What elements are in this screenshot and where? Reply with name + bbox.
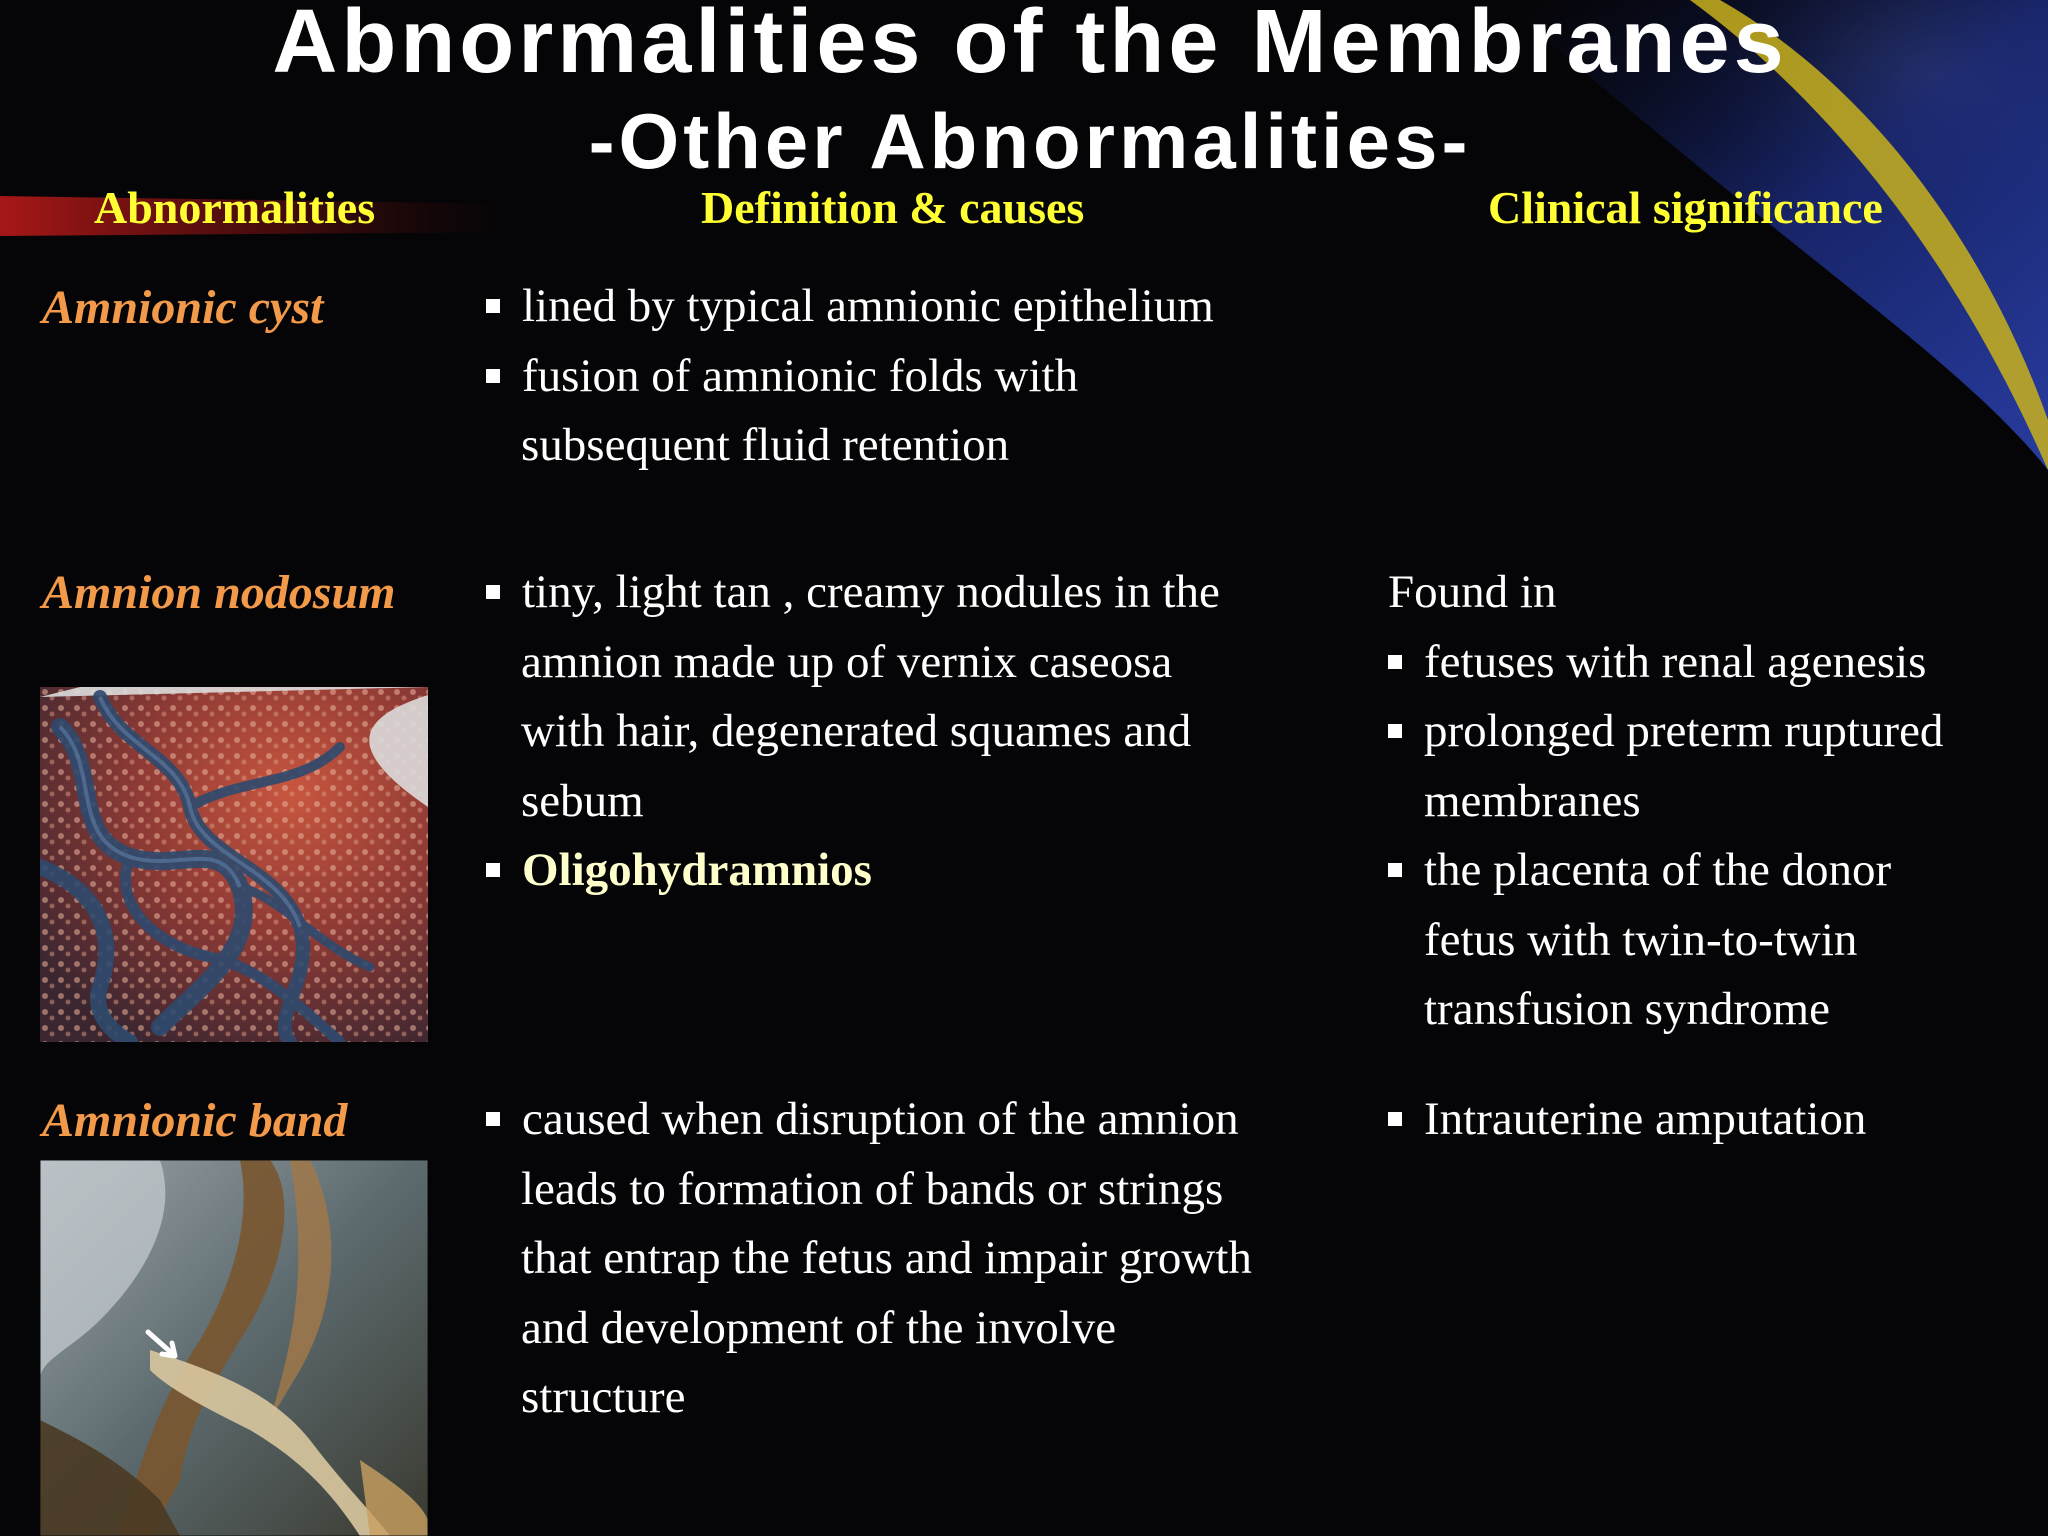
- list-item-continuation: and development of the involve: [521, 1301, 1117, 1354]
- list-item-continuation: structure: [521, 1371, 686, 1423]
- list-item-continuation: membranes: [1424, 774, 1641, 827]
- list-item: Intrauterine amputation: [1388, 1085, 1866, 1155]
- list-item: the placenta of the donor: [1388, 836, 1943, 906]
- list-item-continuation: that entrap the fetus and impair growth: [521, 1232, 1252, 1284]
- clinical-nodosum: [1388, 558, 1943, 1045]
- list-item-continuation: leads to formation of bands or strings: [521, 1162, 1224, 1215]
- header-abnormalities: Abnormalities: [94, 182, 376, 233]
- definition-cyst: [486, 272, 1214, 481]
- list-item-continuation: fetus with twin-to-twin: [1424, 913, 1858, 966]
- list-item-continuation: amnion made up of vernix caseosa: [521, 635, 1173, 688]
- header-clinical: Clinical significance: [1488, 182, 1883, 233]
- list-item: lined by typical amnionic epithelium: [486, 272, 1214, 342]
- list-item-continuation: subsequent fluid retention: [521, 419, 1010, 471]
- list-item-continuation: transfusion syndrome: [1424, 983, 1830, 1035]
- definition-nodosum: [486, 558, 1220, 906]
- amnion-nodosum-photo: [40, 687, 428, 1042]
- list-intro: Found in: [1388, 566, 1557, 618]
- abnormality-name-nodosum: Amnion nodosum: [42, 566, 396, 619]
- slide-title: Abnormalities of the Membranes: [272, 0, 1788, 92]
- list-item: fusion of amnionic folds with: [486, 342, 1214, 412]
- slide-subtitle: -Other Abnormalities-: [588, 97, 1472, 185]
- highlight-oligohydramnios: Oligohydramnios: [522, 844, 872, 896]
- list-item-continuation: sebum: [521, 774, 644, 827]
- abnormality-name-cyst: Amnionic cyst: [42, 281, 324, 334]
- list-item: prolonged preterm ruptured: [1388, 697, 1943, 767]
- amnionic-band-photo: [40, 1160, 428, 1536]
- list-item: fetuses with renal agenesis: [1388, 628, 1943, 698]
- list-item: [486, 836, 1220, 906]
- list-item: caused when disruption of the amnion: [486, 1085, 1252, 1155]
- clinical-band: [1388, 1085, 1866, 1155]
- header-definition: Definition & causes: [701, 182, 1085, 233]
- abnormality-name-band: Amnionic band: [42, 1094, 348, 1147]
- definition-band: [486, 1085, 1252, 1433]
- list-item-continuation: with hair, degenerated squames and: [521, 705, 1192, 757]
- list-item: tiny, light tan , creamy nodules in the: [486, 558, 1220, 628]
